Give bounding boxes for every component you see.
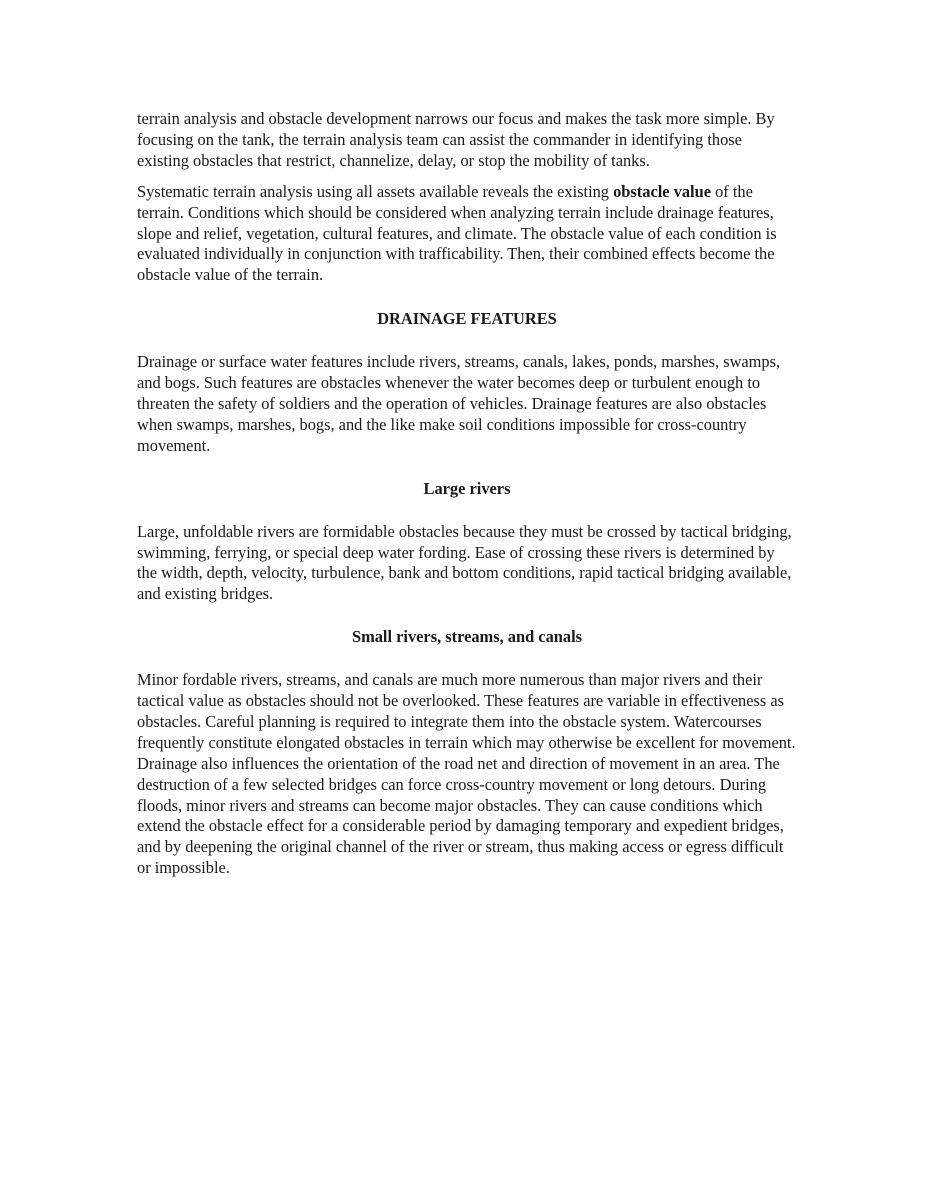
systematic-analysis-paragraph [137,182,797,287]
page-content [137,109,797,879]
small-rivers-heading: Small rivers, streams, and canals [351,627,583,647]
small-rivers-paragraph: Minor fordable rivers, streams, and canals are much more numerous than major rivers and their tactical value as obstacles should not be overlooked. These features are variable in effectiveness as obstacles. Careful planning is required to integrate them into the obstacle system. Watercourses frequently constitute elongated obstacles in terrain which may otherwise be excellent for movement. Drainage also influences the orientation of the road net and direction of movement in an area. The destruction of a few selected bridges can force cross-country movement or long detours. During floods, minor rivers and streams can become major obstacles. They can cause conditions which extend the obstacle effect for a considerable period by damaging temporary and expedient bridges, and by deepening the original channel of the river or stream, thus making access or egress difficult or impossible. [137,670,796,878]
obstacle-value-term: obstacle value [613,181,711,201]
large-rivers-paragraph: Large, unfoldable rivers are formidable obstacles because they must be crossed by tactical bridging, swimming, ferrying, or special deep water fording. Ease of crossing these rivers is determined by the width, depth, velocity, turbulence, bank and bottom conditions, rapid tactical bridging available, and existing bridges. [137,521,792,604]
drainage-paragraph: Drainage or surface water features include rivers, streams, canals, lakes, ponds, marshes, swamps, and bogs. Such features are obstacles whenever the water becomes deep or turbulent enough to threaten the safety of soldiers and the operation of vehicles. Drainage features are also obstacles when swamps, marshes, bogs, and the like make soil conditions impossible for cross-country movement. [137,352,781,455]
systematic-text-end: of the terrain. Conditions which should be considered when analyzing terrain include drainage features, slope and relief, vegetation, cultural features, and climate. The obstacle value of each condition is evaluated individually in conjunction with trafficability. Then, their combined effects become the obstacle value of the terrain. [137,181,777,285]
intro-paragraph: terrain analysis and obstacle development narrows our focus and makes the task more simple. By focusing on the tank, the terrain analysis team can assist the commander in identifying those existing obstacles that restrict, channelize, delay, or stop the mobility of tanks. [137,109,775,170]
large-rivers-heading: Large rivers [423,478,511,498]
systematic-text-start: Systematic terrain analysis using all assets available reveals the existing [137,181,614,201]
drainage-features-heading: DRAINAGE FEATURES [377,309,557,329]
